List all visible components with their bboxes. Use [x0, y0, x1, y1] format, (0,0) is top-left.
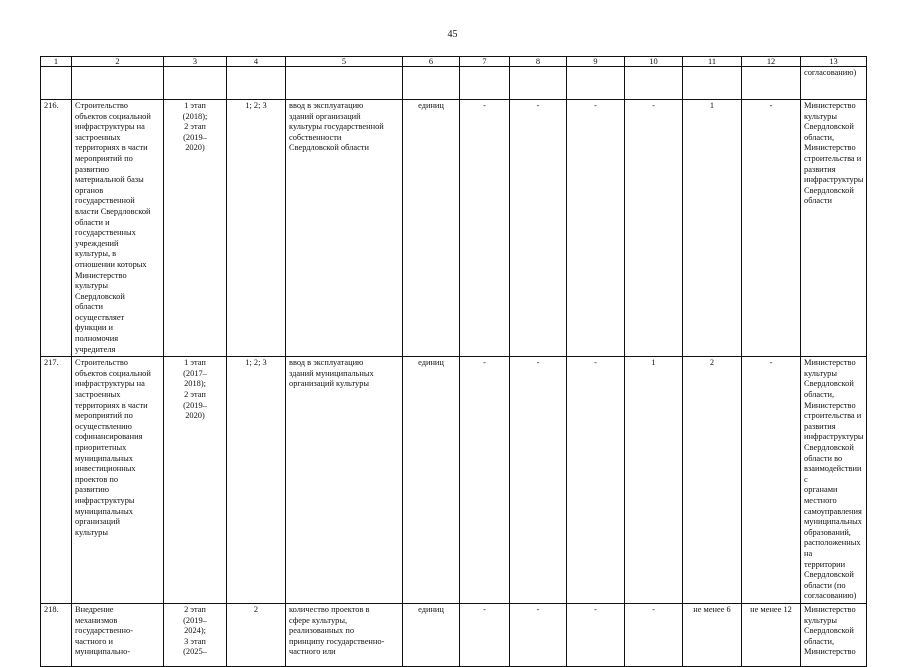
- value-col9: -: [567, 357, 625, 604]
- value-col8: -: [510, 100, 567, 357]
- value-col12: -: [742, 357, 801, 604]
- unit: единиц: [403, 603, 460, 666]
- responsible: Министерство культуры Свердловской области, Министерство строительства и развития инфраструктуры Свердловской области: [801, 100, 867, 357]
- program-table: [40, 56, 867, 667]
- row-number: 218.: [41, 603, 72, 666]
- value-col11: 1: [683, 100, 742, 357]
- value-col7: -: [460, 100, 510, 357]
- col-header: 2: [72, 57, 164, 67]
- header-row: [41, 57, 867, 67]
- col-header: 4: [227, 57, 286, 67]
- page-number: 45: [447, 29, 458, 40]
- indicator: ввод в эксплуатацию зданий муниципальных организаций культуры: [286, 357, 403, 604]
- col-header: 6: [403, 57, 460, 67]
- table-row: [41, 357, 867, 604]
- responsible: Министерство культуры Свердловской области, Министерство: [801, 603, 867, 666]
- stage: 1 этап (2017– 2018); 2 этап (2019– 2020): [164, 357, 227, 604]
- value-col7: -: [460, 603, 510, 666]
- value-col10: -: [625, 603, 683, 666]
- tasks: 1; 2; 3: [227, 357, 286, 604]
- value-col10: 1: [625, 357, 683, 604]
- col-header: 3: [164, 57, 227, 67]
- row-number: 216.: [41, 100, 72, 357]
- value-col7: -: [460, 357, 510, 604]
- measure-name: Внедрение механизмов государственно- частного и муниципально-: [72, 603, 164, 666]
- value-col10: -: [625, 100, 683, 357]
- col-header: 5: [286, 57, 403, 67]
- responsible: Министерство культуры Свердловской области, Министерство строительства и развития инфраструктуры Свердловской области во взаимодействии с органами местного самоуправления муниципальных образований, расположенных на территории Свердловской области (по согласованию): [801, 357, 867, 604]
- value-col11: 2: [683, 357, 742, 604]
- value-col9: -: [567, 100, 625, 357]
- col-header: 10: [625, 57, 683, 67]
- value-col8: -: [510, 603, 567, 666]
- col-header: 12: [742, 57, 801, 67]
- table-row: [41, 603, 867, 666]
- indicator: ввод в эксплуатацию зданий организаций культуры государственной собственности Свердловской области: [286, 100, 403, 357]
- col-header: 7: [460, 57, 510, 67]
- value-col11: не менее 6: [683, 603, 742, 666]
- stage: 2 этап (2019– 2024); 3 этап (2025–: [164, 603, 227, 666]
- measure-name: Строительство объектов социальной инфраструктуры на застроенных территориях в части мероприятий по развитию материальной базы органов государственной власти Свердловской области и государственных учреждений культуры, в отношении которых Министерство культуры Свердловской области осуществляет функции и полномочия учредителя: [72, 100, 164, 357]
- measure-name: Строительство объектов социальной инфраструктуры на застроенных территориях в части мероприятий по осуществлению софинансирования приоритетных муниципальных инвестиционных проектов по развитию инфраструктуры муниципальных организаций культуры: [72, 357, 164, 604]
- tasks: 2: [227, 603, 286, 666]
- continuation-text: согласованию): [801, 67, 867, 100]
- col-header: 11: [683, 57, 742, 67]
- col-header: 9: [567, 57, 625, 67]
- row-number: 217.: [41, 357, 72, 604]
- col-header: 1: [41, 57, 72, 67]
- indicator: количество проектов в сфере культуры, реализованных по принципу государственно- частного или: [286, 603, 403, 666]
- value-col9: -: [567, 603, 625, 666]
- table-row: [41, 100, 867, 357]
- col-header: 8: [510, 57, 567, 67]
- value-col8: -: [510, 357, 567, 604]
- unit: единиц: [403, 357, 460, 604]
- stage: 1 этап (2018); 2 этап (2019– 2020): [164, 100, 227, 357]
- col-header: 13: [801, 57, 867, 67]
- continuation-row: [41, 67, 867, 100]
- value-col12: -: [742, 100, 801, 357]
- value-col12: не менее 12: [742, 603, 801, 666]
- unit: единиц: [403, 100, 460, 357]
- tasks: 1; 2; 3: [227, 100, 286, 357]
